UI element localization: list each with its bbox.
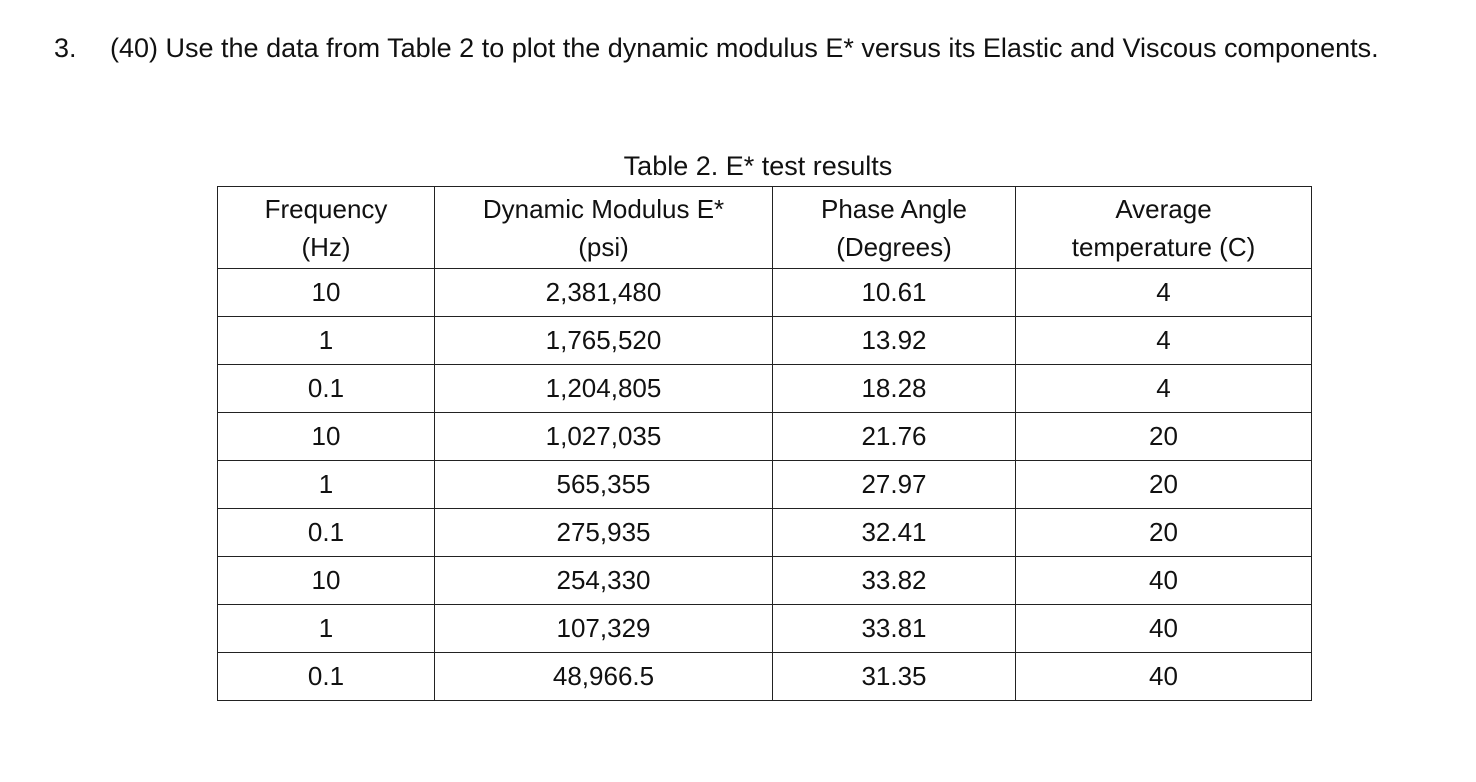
cell-frequency: 10 <box>218 413 435 461</box>
cell-frequency: 1 <box>218 461 435 509</box>
cell-temperature: 4 <box>1016 317 1312 365</box>
table-row <box>218 365 1312 413</box>
cell-phase-angle: 13.92 <box>773 317 1016 365</box>
cell-frequency: 0.1 <box>218 653 435 701</box>
cell-phase-angle: 33.81 <box>773 605 1016 653</box>
table-caption: Table 2. E* test results <box>623 151 893 181</box>
header-line: Phase Angle <box>820 193 967 224</box>
cell-frequency: 0.1 <box>218 365 435 413</box>
header-line: Frequency <box>264 193 388 224</box>
cell-phase-angle: 32.41 <box>773 509 1016 557</box>
table-row <box>218 557 1312 605</box>
cell-dynamic-modulus: 1,027,035 <box>435 413 773 461</box>
cell-frequency: 0.1 <box>218 509 435 557</box>
cell-dynamic-modulus: 2,381,480 <box>435 269 773 317</box>
cell-phase-angle: 31.35 <box>773 653 1016 701</box>
cell-temperature: 20 <box>1016 461 1312 509</box>
cell-frequency: 1 <box>218 317 435 365</box>
cell-temperature: 40 <box>1016 653 1312 701</box>
table-row <box>218 509 1312 557</box>
question-number: 3. <box>54 33 77 63</box>
header-line: (Degrees) <box>836 231 952 262</box>
cell-dynamic-modulus: 48,966.5 <box>435 653 773 701</box>
cell-phase-angle: 18.28 <box>773 365 1016 413</box>
cell-temperature: 40 <box>1016 605 1312 653</box>
cell-dynamic-modulus: 275,935 <box>435 509 773 557</box>
cell-frequency: 10 <box>218 269 435 317</box>
header-dynamic-modulus <box>435 187 773 269</box>
table-header-row <box>218 187 1312 269</box>
cell-phase-angle: 10.61 <box>773 269 1016 317</box>
cell-temperature: 40 <box>1016 557 1312 605</box>
table-row <box>218 461 1312 509</box>
cell-phase-angle: 21.76 <box>773 413 1016 461</box>
header-phase-angle <box>773 187 1016 269</box>
table-row <box>218 653 1312 701</box>
header-line: (psi) <box>578 231 629 262</box>
table-row <box>218 269 1312 317</box>
header-average-temperature <box>1016 187 1312 269</box>
cell-frequency: 1 <box>218 605 435 653</box>
cell-dynamic-modulus: 107,329 <box>435 605 773 653</box>
cell-phase-angle: 27.97 <box>773 461 1016 509</box>
results-table <box>217 186 1312 701</box>
cell-phase-angle: 33.82 <box>773 557 1016 605</box>
table-row <box>218 605 1312 653</box>
cell-dynamic-modulus: 1,765,520 <box>435 317 773 365</box>
header-line: temperature (C) <box>1071 231 1256 262</box>
header-line: (Hz) <box>301 231 351 262</box>
cell-temperature: 4 <box>1016 269 1312 317</box>
table-row <box>218 317 1312 365</box>
table-row <box>218 413 1312 461</box>
header-frequency <box>218 187 435 269</box>
cell-temperature: 20 <box>1016 509 1312 557</box>
cell-frequency: 10 <box>218 557 435 605</box>
header-line: Dynamic Modulus E* <box>482 193 725 224</box>
question-text: (40) Use the data from Table 2 to plot the dynamic modulus E* versus its Elastic and Viscous components. <box>110 33 1379 63</box>
cell-temperature: 20 <box>1016 413 1312 461</box>
cell-dynamic-modulus: 254,330 <box>435 557 773 605</box>
cell-temperature: 4 <box>1016 365 1312 413</box>
cell-dynamic-modulus: 1,204,805 <box>435 365 773 413</box>
cell-dynamic-modulus: 565,355 <box>435 461 773 509</box>
header-line: Average <box>1115 193 1212 224</box>
